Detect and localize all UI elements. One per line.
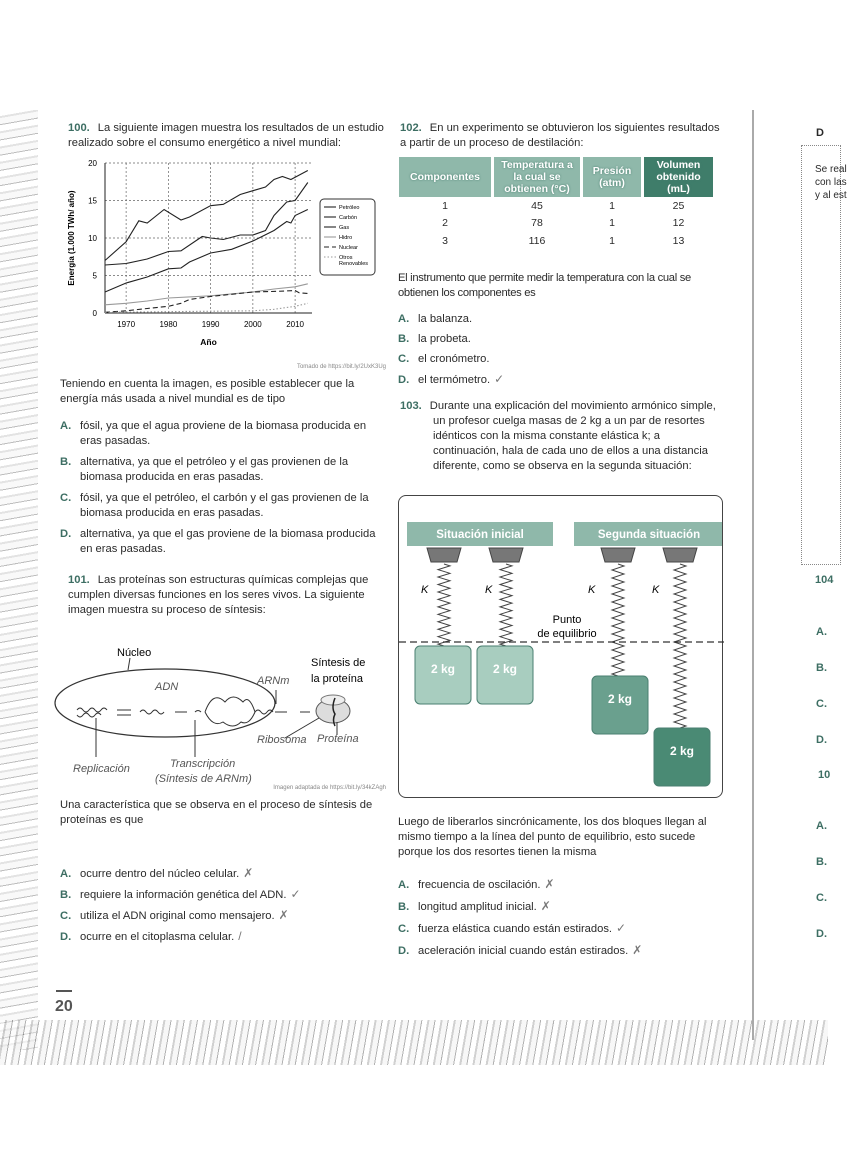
- y-axis-label: Energía (1.000 TWh/ año): [67, 190, 76, 286]
- q100-source: Tomado de https://bit.ly/2UxK3Ug: [296, 364, 386, 370]
- y-tick-label: 20: [88, 159, 97, 168]
- q101-question: Una característica que se observa en el proceso de síntesis de proteínas es que: [60, 799, 373, 826]
- mass-label: 2 kg: [430, 662, 456, 676]
- q101-intro: [68, 573, 386, 618]
- label-protein: Proteína: [317, 733, 359, 745]
- table-row: 1 45 1 25: [442, 199, 685, 212]
- q102-option-a[interactable]: A. la balanza.: [398, 313, 473, 325]
- spring-mount: [489, 548, 523, 562]
- q101-source: Imagen adaptada de https://bit.ly/34kZAgh: [273, 785, 386, 791]
- equilibrium-label: de equilibrio: [537, 628, 597, 640]
- q100-option-b[interactable]: B. alternativa, ya que el petróleo y el gas provienen de la biomasa producida en eras pasadas.: [60, 456, 349, 483]
- label-transcription-sub: (Síntesis de ARNm): [155, 773, 252, 785]
- legend-label: Petróleo: [339, 205, 360, 211]
- series-line-hidro: [105, 284, 308, 305]
- q100-intro: [68, 121, 386, 151]
- q102-option-c[interactable]: C. el cronómetro.: [398, 353, 490, 365]
- table-row: 2 78 1 12: [442, 217, 685, 230]
- protein-synthesis-diagram: [55, 640, 385, 790]
- q100-option-d[interactable]: D. alternativa, ya que el gas proviene de la biomasa producida en eras pasadas.: [60, 528, 376, 555]
- spring: [500, 564, 512, 646]
- q101-option-c[interactable]: C. utiliza el ADN original como mensajero. ✗: [60, 908, 289, 922]
- q101-options: [60, 866, 386, 945]
- legend-label: Hidro: [339, 235, 353, 241]
- mass-label: 2 kg: [607, 692, 633, 706]
- spring: [674, 564, 686, 728]
- mass-label: 2 kg: [669, 744, 695, 758]
- q103-intro: [400, 399, 722, 474]
- energy-chart: [60, 155, 390, 355]
- q102-option-b[interactable]: B. la probeta.: [398, 333, 471, 345]
- q101-option-b[interactable]: B. requiere la información genética del ADN. ✓: [60, 887, 301, 901]
- page-number: 20: [55, 998, 73, 1015]
- table-row: 3 116 1 13: [442, 234, 685, 247]
- x-tick-label: 2000: [243, 320, 262, 329]
- q101-number: 101.: [68, 574, 90, 586]
- q103-number: 103.: [400, 400, 422, 412]
- q103-intro-text: Durante una explicación del movimiento armónico simple, un profesor cuelga masas de 2 kg a un par de resortes idénticos con la misma constante elástica k; a continuación, hala de cada uno de ellos a una distancia diferente, como se observa en la segunda situación:: [429, 400, 716, 472]
- x-tick-label: 1970: [117, 320, 136, 329]
- q102-option-d[interactable]: D. el termómetro. ✓: [398, 372, 505, 386]
- spring-constant-label: K: [485, 584, 493, 596]
- y-tick-label: 10: [88, 234, 97, 243]
- spring-constant-label: K: [588, 584, 596, 596]
- legend-label: Nuclear: [339, 245, 358, 251]
- legend-label: Carbón: [339, 215, 358, 221]
- q103-question: Luego de liberarlos sincrónicamente, los dos bloques llegan al mismo tiempo a la línea del punto de equilibrio, esto sucede porque los dos resortes tienen la misma: [398, 816, 707, 858]
- y-tick-label: 0: [92, 309, 97, 318]
- table-header-row: [399, 157, 713, 197]
- q101-option-d[interactable]: D. ocurre en el citoplasma celular. /: [60, 929, 242, 943]
- label-synthesis-1: Síntesis de: [311, 657, 366, 669]
- mass-label: 2 kg: [492, 662, 518, 676]
- q102-intro: [400, 121, 722, 151]
- series-line-carbón: [105, 183, 308, 266]
- y-tick-label: 5: [92, 271, 97, 281]
- header-pressure: Presión (atm): [583, 157, 641, 197]
- y-tick-label: 15: [88, 196, 97, 206]
- label-replication: Replicación: [73, 763, 130, 775]
- q100-options: [60, 419, 386, 557]
- legend-label: Gas: [339, 225, 350, 231]
- q101-intro-text: Las proteínas son estructuras químicas complejas que cumplen diversas funciones en los seres vivos. La siguiente imagen muestra su proceso de síntesis:: [68, 574, 369, 616]
- q103-option-c[interactable]: C. fuerza elástica cuando están estirados. ✓: [398, 921, 627, 935]
- q102-number: 102.: [400, 122, 422, 134]
- next-q104-number: 104: [815, 574, 834, 586]
- spring-mount: [663, 548, 697, 562]
- spring-constant-label: K: [421, 584, 429, 596]
- header-volume: Volumen obtenido (mL): [644, 157, 713, 197]
- spring-figure: [399, 496, 724, 799]
- label-ribosome: Ribosoma: [257, 734, 307, 746]
- page-number-rule: [56, 990, 72, 992]
- label-second: Segunda situación: [597, 529, 701, 541]
- spring: [438, 564, 450, 646]
- q100-option-a[interactable]: A. fósil, ya que el agua proviene de la biomasa producida en eras pasadas.: [60, 420, 367, 447]
- label-initial: Situación inicial: [436, 529, 524, 541]
- x-tick-label: 2010: [286, 320, 305, 329]
- q101-option-a[interactable]: A. ocurre dentro del núcleo celular. ✗: [60, 866, 254, 880]
- legend-label: Renovables: [339, 261, 369, 267]
- label-synthesis-2: la proteína: [311, 673, 363, 685]
- spring: [612, 564, 624, 676]
- spring-constant-label: K: [652, 584, 660, 596]
- q100-question: Teniendo en cuenta la imagen, es posible establecer que la energía más usada a nivel mundial es de tipo: [60, 378, 355, 405]
- q100-option-c[interactable]: C. fósil, ya que el petróleo, el carbón y el gas provienen de la biomasa producida en eras pasadas.: [60, 492, 369, 519]
- label-transcription: Transcripción: [170, 758, 236, 770]
- next-page-box: Se real con las y al est: [801, 145, 841, 565]
- label-nucleus: Núcleo: [117, 647, 152, 659]
- header-temperature: Temperatura a la cual se obtienen (°C): [494, 157, 580, 197]
- q102-question: El instrumento que permite medir la temperatura con la cual se obtienen los componentes es: [398, 272, 691, 299]
- next-q105-letters: A. B. C. D.: [816, 820, 827, 940]
- next-q105-number: 10: [818, 769, 831, 781]
- equilibrium-label: Punto: [552, 614, 582, 626]
- spring-figure-box: [398, 495, 723, 798]
- q100-intro-text: La siguiente imagen muestra los resultados de un estudio realizado sobre el consumo energético a nivel mundial:: [68, 122, 384, 149]
- series-line-petróleo: [105, 171, 308, 261]
- x-tick-label: 1980: [159, 320, 178, 329]
- q100-number: 100.: [68, 122, 90, 134]
- header-components: Componentes: [399, 157, 491, 197]
- q103-option-b[interactable]: B. longitud amplitud inicial. ✗: [398, 899, 551, 913]
- scan-edge-bottom: [0, 1020, 828, 1065]
- legend-label: Otros: [339, 255, 353, 261]
- q102-intro-text: En un experimento se obtuvieron los siguientes resultados a partir de un proceso de destilación:: [400, 122, 720, 149]
- x-tick-label: 1990: [201, 320, 220, 329]
- q103-option-a[interactable]: A. frecuencia de oscilación. ✗: [398, 877, 555, 891]
- q102-options: [398, 312, 720, 388]
- q103-option-d[interactable]: D. aceleración inicial cuando están estirados. ✗: [398, 943, 643, 957]
- label-mrna: ARNm: [257, 675, 290, 687]
- series-line-otros-renovables: [105, 303, 308, 312]
- q103-options: [398, 877, 728, 959]
- scan-edge-left: [0, 110, 38, 1050]
- next-page-heading: D: [816, 127, 824, 139]
- spring-mount: [601, 548, 635, 562]
- label-dna: ADN: [155, 681, 179, 693]
- x-axis-label: Año: [200, 337, 217, 347]
- spring-mount: [427, 548, 461, 562]
- series-line-gas: [105, 210, 308, 293]
- page-fold: [752, 110, 754, 1040]
- next-q104-letters: A. B. C. D.: [816, 626, 827, 746]
- distillation-table: [396, 157, 716, 250]
